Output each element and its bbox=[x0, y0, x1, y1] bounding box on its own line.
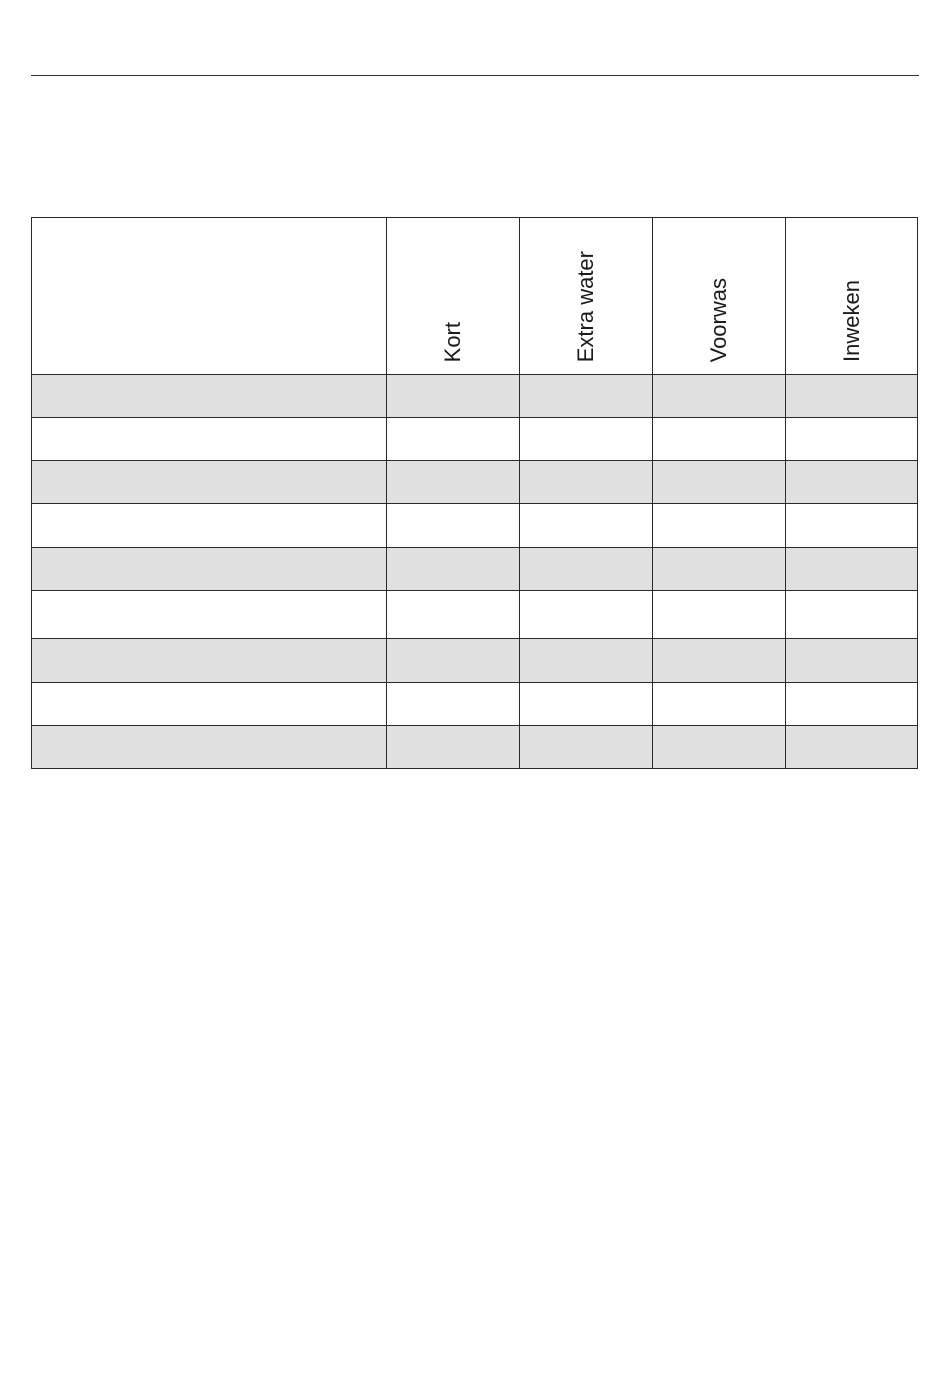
table-cell bbox=[786, 683, 918, 726]
table-cell bbox=[32, 375, 387, 418]
table-cell bbox=[653, 591, 786, 639]
table-cell bbox=[786, 375, 918, 418]
table-cell bbox=[786, 726, 918, 769]
table-cell bbox=[653, 418, 786, 461]
table-row bbox=[32, 548, 918, 591]
table-cell bbox=[387, 683, 520, 726]
header-cell-kort bbox=[387, 218, 520, 375]
table-cell bbox=[653, 504, 786, 548]
table-cell bbox=[653, 726, 786, 769]
table-cell bbox=[387, 504, 520, 548]
table-cell bbox=[786, 418, 918, 461]
table-row bbox=[32, 418, 918, 461]
table-cell bbox=[32, 461, 387, 504]
header-row bbox=[32, 218, 918, 375]
table-row bbox=[32, 639, 918, 683]
table-cell bbox=[653, 548, 786, 591]
table-cell bbox=[520, 418, 653, 461]
table-cell bbox=[786, 591, 918, 639]
table-cell bbox=[653, 461, 786, 504]
table-cell bbox=[653, 683, 786, 726]
header-cell-inweken bbox=[786, 218, 918, 375]
table-cell bbox=[387, 639, 520, 683]
table-cell bbox=[32, 726, 387, 769]
header-label-kort: Kort bbox=[440, 321, 465, 362]
table-row bbox=[32, 375, 918, 418]
table-cell bbox=[32, 504, 387, 548]
header-label-inweken: Inweken bbox=[838, 280, 864, 362]
header-cell-voorwas bbox=[653, 218, 786, 375]
table-cell bbox=[32, 591, 387, 639]
table-cell bbox=[786, 639, 918, 683]
top-rule bbox=[31, 75, 919, 76]
table-cell bbox=[387, 461, 520, 504]
table-cell bbox=[786, 461, 918, 504]
table-row bbox=[32, 683, 918, 726]
table-cell bbox=[786, 548, 918, 591]
table-cell bbox=[387, 591, 520, 639]
table-cell bbox=[387, 548, 520, 591]
table-cell bbox=[520, 504, 653, 548]
header-label-voorwas: Voorwas bbox=[706, 277, 731, 362]
header-label-extra-water: Extra water bbox=[573, 250, 598, 362]
table-cell bbox=[653, 375, 786, 418]
table-cell bbox=[387, 375, 520, 418]
header-cell-program bbox=[32, 218, 387, 375]
table-cell bbox=[387, 418, 520, 461]
table-cell bbox=[520, 591, 653, 639]
table-row bbox=[32, 591, 918, 639]
table-cell bbox=[32, 418, 387, 461]
table-cell bbox=[520, 375, 653, 418]
table-cell bbox=[32, 639, 387, 683]
table-cell bbox=[32, 548, 387, 591]
table-cell bbox=[387, 726, 520, 769]
table-row bbox=[32, 504, 918, 548]
table-row bbox=[32, 726, 918, 769]
table-cell bbox=[520, 726, 653, 769]
table-cell bbox=[520, 683, 653, 726]
options-table bbox=[31, 217, 918, 769]
table-cell bbox=[786, 504, 918, 548]
table-cell bbox=[520, 548, 653, 591]
table-cell bbox=[653, 639, 786, 683]
table-cell bbox=[32, 683, 387, 726]
table-row bbox=[32, 461, 918, 504]
table-cell bbox=[520, 461, 653, 504]
table-cell bbox=[520, 639, 653, 683]
header-cell-extra-water bbox=[520, 218, 653, 375]
